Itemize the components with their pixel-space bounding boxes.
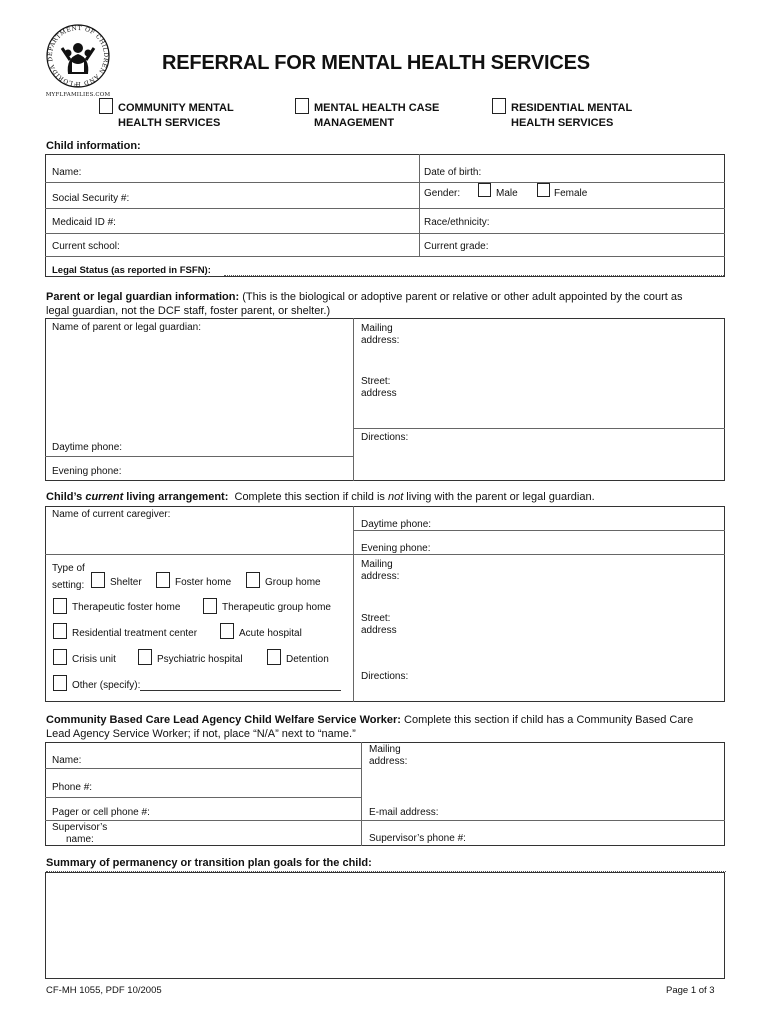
cbc-email-field[interactable]: E-mail address: [369, 807, 439, 818]
other-setting-checkbox[interactable] [53, 675, 67, 691]
child-dob-field[interactable]: Date of birth: [424, 167, 482, 178]
residential-treatment-center-checkbox[interactable] [53, 623, 67, 639]
gender-male-checkbox[interactable] [478, 183, 491, 197]
medicaid-id-field[interactable]: Medicaid ID #: [52, 217, 116, 228]
living-directions-field[interactable]: Directions: [361, 671, 409, 682]
guardian-directions-field[interactable]: Directions: [361, 432, 409, 443]
shelter-label: Shelter [110, 577, 142, 588]
group-home-checkbox[interactable] [246, 572, 260, 588]
cbc-supervisor-phone-field[interactable]: Supervisor’s phone #: [369, 833, 466, 844]
summary-textarea[interactable] [45, 872, 725, 979]
crisis-unit-label: Crisis unit [72, 654, 116, 665]
gender-female-label: Female [554, 188, 588, 199]
therapeutic-group-home-label: Therapeutic group home [222, 602, 331, 613]
type-of-setting-label: Type of setting: [52, 563, 85, 591]
living-arrangement-heading: Child’s current living arrangement: Complete this section if child is not living with the parent or legal guardian. [46, 491, 595, 503]
caregiver-evening-phone-field[interactable]: Evening phone: [361, 543, 431, 554]
case-management-label: MENTAL HEALTH CASE MANAGEMENT [314, 102, 440, 129]
other-setting-label: Other (specify): [72, 680, 141, 691]
acute-hospital-checkbox[interactable] [220, 623, 234, 639]
group-home-label: Group home [265, 577, 321, 588]
guardian-heading: Parent or legal guardian information: (This is the biological or adoptive parent or relative or other adult appointed by the court as legal guardian, not the DCF staff, foster parent, or shelter.) [46, 291, 683, 317]
crisis-unit-checkbox[interactable] [53, 649, 67, 665]
dcf-seal-icon [44, 22, 112, 88]
child-info-heading: Child information: [46, 140, 141, 152]
logo-ring-text: FLORIDA DEPARTMENT OF CHILDREN AND F [46, 24, 110, 88]
living-mailing-address-field[interactable]: Mailing address: [361, 559, 400, 582]
caregiver-daytime-phone-field[interactable]: Daytime phone: [361, 519, 432, 530]
residential-mental-health-label: RESIDENTIAL MENTAL HEALTH SERVICES [511, 102, 633, 129]
child-name-field[interactable]: Name: [52, 167, 82, 178]
acute-hospital-label: Acute hospital [239, 628, 302, 639]
guardian-name-field[interactable]: Name of parent or legal guardian: [52, 322, 201, 333]
community-mental-health-checkbox[interactable] [99, 98, 113, 114]
current-grade-field[interactable]: Current grade: [424, 241, 489, 252]
cbc-mailing-address-field[interactable]: Mailing address: [369, 744, 408, 767]
cbc-worker-heading: Community Based Care Lead Agency Child Welfare Service Worker: Complete this section if child has a Community Based Care Lead Agency Service Worker; if not, place “N/A” next to “name.” [46, 714, 694, 740]
living-street-address-field[interactable]: Street: address [361, 613, 397, 636]
child-gender-label: Gender: [424, 188, 461, 199]
psychiatric-hospital-checkbox[interactable] [138, 649, 152, 665]
therapeutic-group-home-checkbox[interactable] [203, 598, 217, 614]
shelter-checkbox[interactable] [91, 572, 105, 588]
community-mental-health-label: COMMUNITY MENTAL HEALTH SERVICES [118, 102, 234, 129]
svg-text:FLORIDA DEPARTMENT OF CHILDREN [44, 22, 109, 87]
cbc-supervisor-name-field[interactable]: Supervisor’s name: [52, 822, 108, 845]
therapeutic-foster-home-label: Therapeutic foster home [72, 602, 181, 613]
psychiatric-hospital-label: Psychiatric hospital [157, 654, 243, 665]
other-specify-input[interactable] [140, 690, 341, 691]
form-id: CF-MH 1055, PDF 10/2005 [46, 985, 162, 996]
cbc-pager-field[interactable]: Pager or cell phone #: [52, 807, 150, 818]
dcf-logo [44, 22, 112, 98]
summary-heading: Summary of permanency or transition plan goals for the child: [46, 857, 372, 869]
residential-treatment-center-label: Residential treatment center [72, 628, 198, 639]
gender-female-checkbox[interactable] [537, 183, 550, 197]
child-info-table [45, 154, 725, 277]
detention-checkbox[interactable] [267, 649, 281, 665]
guardian-evening-phone-field[interactable]: Evening phone: [52, 466, 122, 477]
case-management-checkbox[interactable] [295, 98, 309, 114]
gender-male-label: Male [496, 188, 518, 199]
caregiver-name-field[interactable]: Name of current caregiver: [52, 509, 171, 520]
legal-status-field[interactable]: Legal Status (as reported in FSFN): [52, 265, 211, 276]
foster-home-checkbox[interactable] [156, 572, 170, 588]
detention-label: Detention [286, 654, 329, 665]
guardian-street-address-field[interactable]: Street: address [361, 376, 397, 399]
guardian-mailing-address-field[interactable]: Mailing address: [361, 323, 400, 346]
cbc-phone-field[interactable]: Phone #: [52, 782, 93, 793]
cbc-name-field[interactable]: Name: [52, 755, 82, 766]
guardian-daytime-phone-field[interactable]: Daytime phone: [52, 442, 123, 453]
current-school-field[interactable]: Current school: [52, 241, 120, 252]
therapeutic-foster-home-checkbox[interactable] [53, 598, 67, 614]
page-number: Page 1 of 3 [666, 985, 715, 996]
child-ssn-field[interactable]: Social Security #: [52, 193, 130, 204]
race-ethnicity-field[interactable]: Race/ethnicity: [424, 217, 490, 228]
logo-url: MYFLFAMILIES.COM [45, 92, 111, 98]
page-title: REFERRAL FOR MENTAL HEALTH SERVICES [162, 52, 590, 74]
residential-mental-health-checkbox[interactable] [492, 98, 506, 114]
foster-home-label: Foster home [175, 577, 232, 588]
